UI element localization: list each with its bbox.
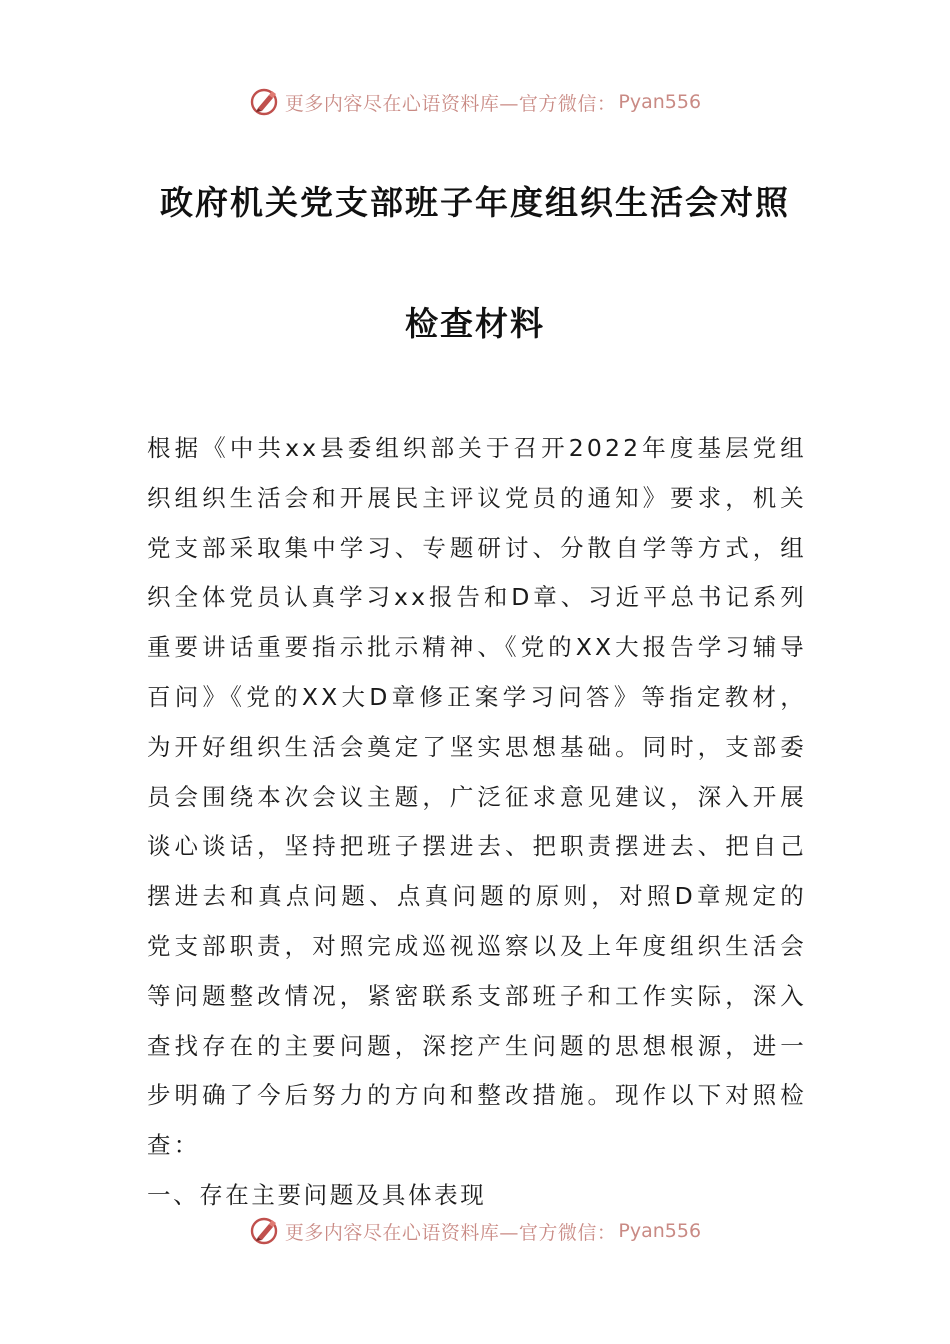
watermark-wechat-id: Pyan556 <box>618 1220 702 1242</box>
pen-logo-icon <box>249 1215 281 1247</box>
watermark-text: 更多内容尽在心语资料库—官方微信： <box>284 92 617 115</box>
watermark-footer <box>0 1211 950 1251</box>
watermark-text: 更多内容尽在心语资料库—官方微信： <box>284 1221 617 1244</box>
watermark-header <box>0 82 950 122</box>
document-title-line-1: 政府机关党支部班子年度组织生活会对照 <box>160 183 790 222</box>
pen-logo-icon <box>249 86 281 118</box>
section-heading: 一、存在主要问题及具体表现 <box>147 1180 487 1209</box>
body-paragraph: 根据《中共xx县委组织部关于召开2022年度基层党组织组织生活会和开展民主评议党员的通知》要求，机关党支部采取集中学习、专题研讨、分散自学等方式，组织全体党员认真学习xx报告和D章、习近平总书记系列重要讲话重要指示批示精神、《党的XX大报告学习辅导百问》《党的XX大D章修正案学习问答》等指定教材，为开好组织生活会奠定了坚实思想基础。同时，支部委员会围绕本次会议主题，广泛征求意见建议，深入开展谈心谈话，坚持把班子摆进去、把职责摆进去、把自己摆进去和真点问题、点真问题的原则，对照D章规定的党支部职责，对照完成巡视巡察以及上年度组织生活会等问题整改情况，紧密联系支部班子和工作实际，深入查找存在的主要问题，深挖产生问题的思想根源，进一步明确了今后努力的方向和整改措施。现作以下对照检查： <box>147 434 807 1160</box>
document-body <box>147 424 807 1221</box>
watermark-wechat-id: Pyan556 <box>618 91 702 113</box>
document-title-line-2: 检查材料 <box>405 304 545 343</box>
